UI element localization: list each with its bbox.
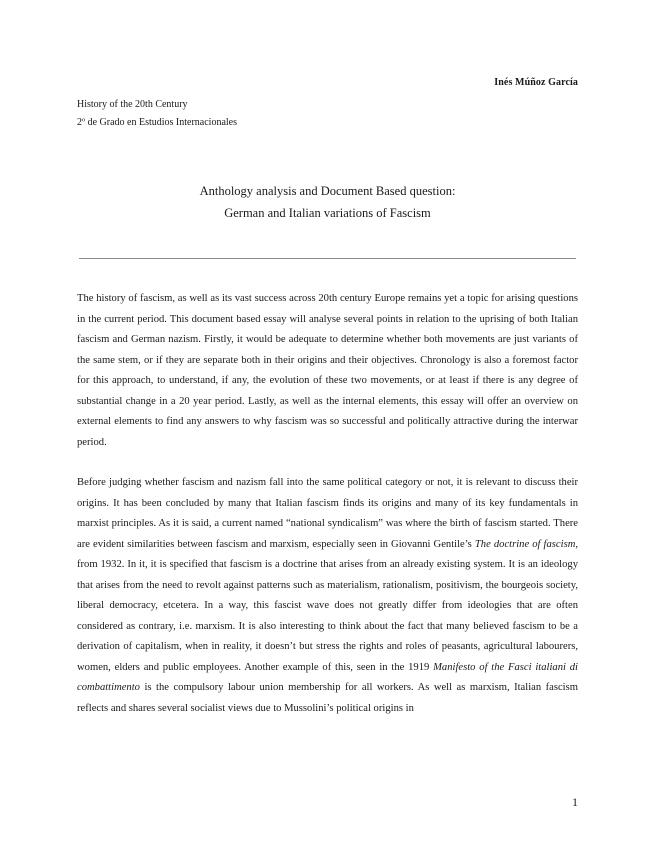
title-line-2: German and Italian variations of Fascism [224,206,431,220]
course-name: History of the 20th Century [77,99,188,110]
paragraph-1: The history of fascism, as well as its vast success across 20th century Europe remains yet a topic for arising questions in the current period. This document based essay will analyse several points in relation to the uprising of both Italian fascism and German nazism. Firstly, it would be adequate to determine whether both movements are just variants of the same stem, or if they are separate both in their origins and their objectives. Chronology is also a foremost factor for this approach, to understand, if any, the evolution of these two movements, or at least if there is any degree of substantial change in a 20 year period. Lastly, as well as the internal elements, this essay will offer an overview on external elements to find any answers to why fascism was so successful and politically attractive during the interwar period. [77,293,578,448]
page-number: 1 [572,795,578,809]
work-title-doctrine: The doctrine of fascism [474,538,576,550]
author-name: Inés Múñoz García [494,77,578,88]
essay-body [77,289,578,739]
paragraph-2-text-a: Before judging whether fascism and nazism fall into the same political category or not, it is relevant to discuss their origins. It has been concluded by many that Italian fascism finds its origins and many of its key fundamentals in marxist principles. As it is said, a current named “national syndicalism” was where the birth of fascism started. There are evident similarities between fascism and marxism, especially seen in Giovanni Gentile’s [77,477,578,550]
paragraph-2-text-b: , from 1932. In it, it is specified that fascism is a doctrine that arises from an already existing system. It is an ideology that arises from the need to revolt against patterns such as materialism, rationalism, positivism, the bourgeois society, liberal democracy, etcetera. In a way, this fascist wave does not greatly differ from ideologies that are often considered as contrary, i.e. marxism. It is also interesting to think about the fact that many believed fascism to be a derivation of capitalism, when in reality, it doesn’t but stress the rights and roles of peasants, agricultural labourers, women, elders and public employees. Another example of this, seen in the 1919 [77,538,578,673]
program-name: 2º de Grado en Estudios Internacionales [77,117,237,128]
paragraph-2 [77,473,578,719]
title-divider [79,258,576,259]
document-title [0,180,655,224]
paragraph-2-text-c: is the compulsory labour union membership for all workers. As well as marxism, Italian fascism reflects and shares several socialist views due to Mussolini’s political origins in [77,682,578,714]
title-line-1: Anthology analysis and Document Based question: [199,184,456,198]
work-title-manifesto: Manifesto of the Fasci italiani di combattimento [77,661,578,693]
course-info [77,96,237,132]
